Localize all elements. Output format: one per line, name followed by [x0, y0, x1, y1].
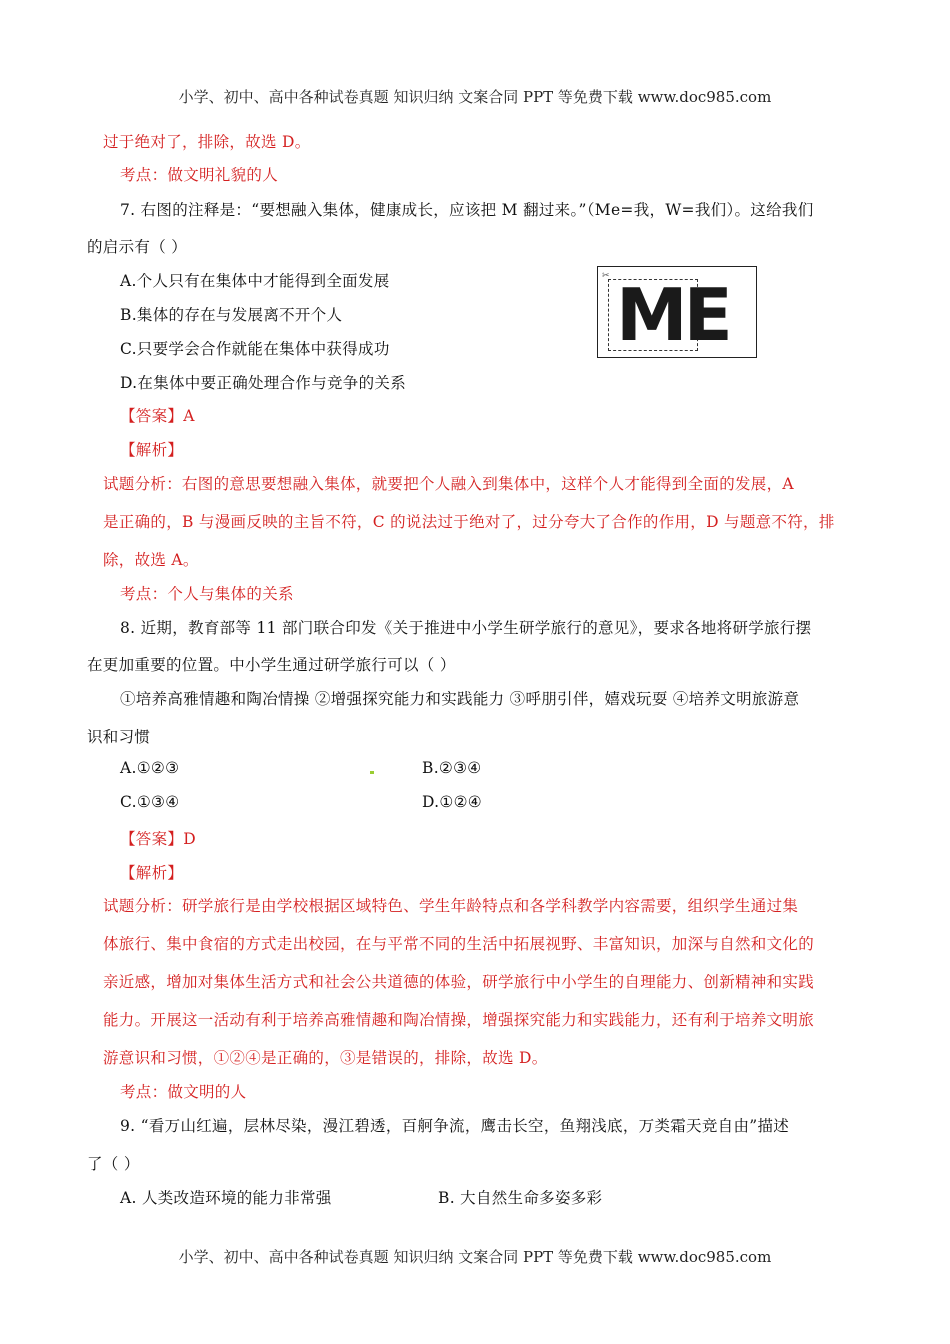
q8-option-d: D.①②④	[422, 793, 482, 811]
q8-analysis-line2: 体旅行、集中食宿的方式走出校园，在与平常不同的生活中拓展视野、丰富知识，加深与自然和文化的	[103, 935, 815, 953]
stray-mark	[370, 771, 374, 774]
q8-kaodian: 考点：做文明的人	[120, 1083, 247, 1101]
q7-option-b: B.集体的存在与发展离不开个人	[120, 306, 343, 324]
q7-analysis-line3: 除，故选 A。	[103, 551, 199, 569]
q7-kaodian: 考点：个人与集体的关系	[120, 585, 294, 603]
q8-answer: 【答案】D	[120, 830, 196, 848]
q8-items-line2: 识和习惯	[87, 728, 151, 746]
q9-option-b: B. 大自然生命多姿多彩	[438, 1189, 603, 1207]
q7-option-d: D.在集体中要正确处理合作与竞争的关系	[120, 374, 407, 392]
q8-analysis-line1: 试题分析：研学旅行是由学校根据区域特色、学生年龄特点和各学科教学内容需要，组织学生通过集	[103, 897, 799, 915]
q7-analysis-line2: 是正确的，B 与漫画反映的主旨不符，C 的说法过于绝对了，过分夸大了合作的作用，D 与题意不符，排	[103, 513, 835, 531]
q8-analysis-line3: 亲近感，增加对集体生活方式和社会公共道德的体验，研学旅行中小学生的自理能力、创新精神和实践	[103, 973, 815, 991]
q8-items-line1: ①培养高雅情趣和陶冶情操 ②增强探究能力和实践能力 ③呼朋引伴，嬉戏玩耍 ④培养文明旅游意	[120, 690, 800, 708]
q7-jiexi: 【解析】	[120, 441, 184, 459]
q8-jiexi: 【解析】	[120, 864, 184, 882]
prev-kaodian: 考点：做文明礼貌的人	[120, 166, 279, 184]
page-footer: 小学、初中、高中各种试卷真题 知识归纳 文案合同 PPT 等免费下载 www.doc985.com	[178, 1248, 772, 1266]
q8-analysis-line4: 能力。开展这一活动有利于培养高雅情趣和陶冶情操，增强探究能力和实践能力，还有利于培养文明旅	[103, 1011, 815, 1029]
me-letters: ME	[616, 273, 729, 357]
q7-answer: 【答案】A	[120, 407, 195, 425]
q9-stem-line1: 9. “看万山红遍，层林尽染，漫江碧透，百舸争流，鹰击长空，鱼翔浅底，万类霜天竞自由”描述	[120, 1117, 790, 1135]
q8-stem-line1: 8. 近期，教育部等 11 部门联合印发《关于推进中小学生研学旅行的意见》，要求各地将研学旅行摆	[120, 619, 812, 637]
q7-option-c: C.只要学会合作就能在集体中获得成功	[120, 340, 390, 358]
q8-stem-line2: 在更加重要的位置。中小学生通过研学旅行可以（ ）	[87, 656, 456, 674]
scissors-icon: ✂	[602, 271, 610, 281]
q7-stem-line2: 的启示有（ ）	[87, 238, 188, 256]
q7-stem-line1: 7. 右图的注释是：“要想融入集体，健康成长，应该把 M 翻过来。”（Me=我，W=我们）。这给我们	[120, 201, 814, 219]
q9-stem-line2: 了（ ）	[87, 1155, 140, 1173]
q7-analysis-line1: 试题分析：右图的意思要想融入集体，就要把个人融入到集体中，这样个人才能得到全面的发展，A	[103, 475, 794, 493]
prev-analysis-tail: 过于绝对了，排除，故选 D。	[103, 133, 311, 151]
q7-option-a: A.个人只有在集体中才能得到全面发展	[120, 272, 390, 290]
me-figure	[597, 266, 757, 358]
q8-option-b: B.②③④	[422, 759, 482, 777]
q8-option-a: A.①②③	[120, 759, 180, 777]
q8-analysis-line5: 游意识和习惯，①②④是正确的，③是错误的，排除，故选 D。	[103, 1049, 548, 1067]
page-header: 小学、初中、高中各种试卷真题 知识归纳 文案合同 PPT 等免费下载 www.doc985.com	[178, 88, 772, 106]
q8-option-c: C.①③④	[120, 793, 180, 811]
q9-option-a: A. 人类改造环境的能力非常强	[120, 1189, 332, 1207]
